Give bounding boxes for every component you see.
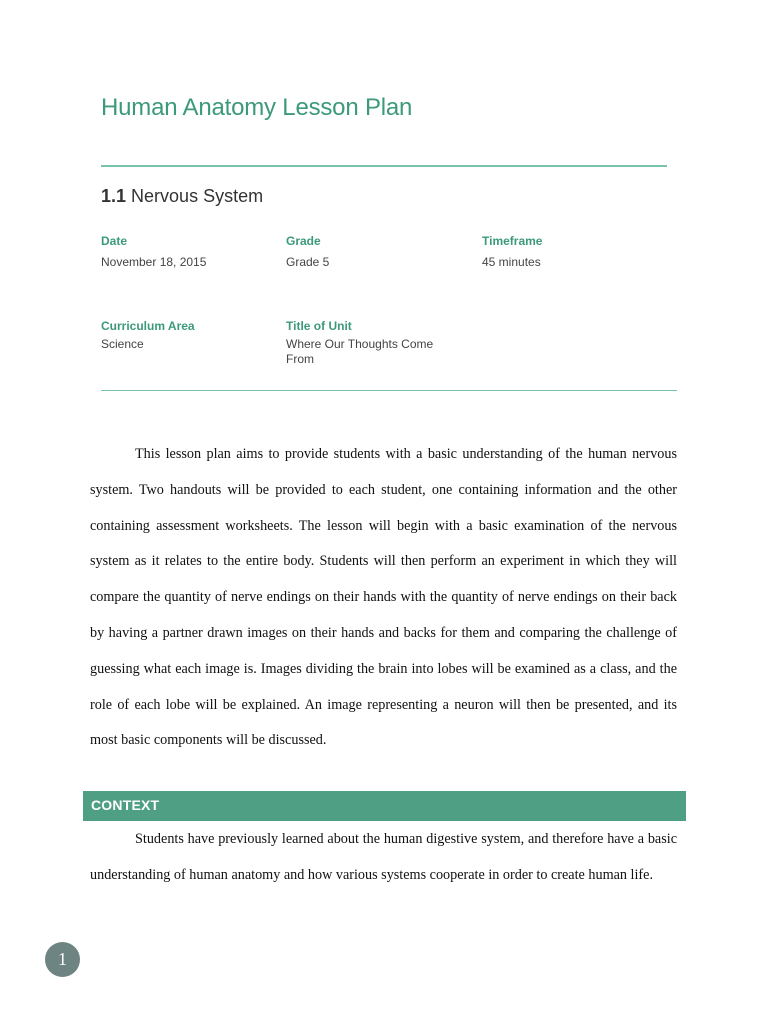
context-heading-bar <box>83 791 686 821</box>
details-divider <box>101 390 677 391</box>
curriculum-area-field <box>101 319 195 352</box>
date-field <box>101 234 206 270</box>
overview-section <box>90 437 677 759</box>
timeframe-field <box>482 234 542 270</box>
grade-field <box>286 234 329 270</box>
overview-paragraph: This lesson plan aims to provide students with a basic understanding of the human nervous system. Two handouts will be provided to each student, one containing information and the other containing assessment worksheets. The lesson will begin with a basic examination of the nervous system as it relates to the entire body. Students will then perform an experiment in which they will compare the quantity of nerve endings on their hands with the quantity of nerve endings on their back by having a partner drawn images on their hands and backs for them and comparing the challenge of guessing what each image is. Images dividing the brain into lobes will be examined as a class, and the role of each lobe will be explained. An image representing a neuron will then be presented, and its most basic components will be discussed. <box>90 446 677 749</box>
section-name: Nervous System <box>131 186 264 206</box>
context-paragraph: Students have previously learned about the human digestive system, and therefore have a basic understanding of human anatomy and how various systems cooperate in order to create human life. <box>90 831 677 883</box>
curriculum-area-value: Science <box>101 337 144 351</box>
context-section <box>90 822 677 894</box>
title-of-unit-field <box>286 319 456 367</box>
section-heading <box>101 186 263 207</box>
title-of-unit-value: Where Our Thoughts Come From <box>286 337 434 366</box>
grade-value: Grade 5 <box>286 255 330 269</box>
page-number-badge: 1 <box>45 942 80 977</box>
timeframe-value: 45 minutes <box>482 255 541 269</box>
curriculum-area-label: Curriculum Area <box>101 319 195 333</box>
document-title: Human Anatomy Lesson Plan <box>101 94 413 121</box>
section-number: 1.1 <box>101 186 127 206</box>
context-heading: CONTEXT <box>91 797 160 813</box>
title-divider <box>101 165 667 167</box>
grade-label: Grade <box>286 234 321 248</box>
date-value: November 18, 2015 <box>101 255 207 269</box>
title-of-unit-label: Title of Unit <box>286 319 352 333</box>
timeframe-label: Timeframe <box>482 234 543 248</box>
date-label: Date <box>101 234 128 248</box>
